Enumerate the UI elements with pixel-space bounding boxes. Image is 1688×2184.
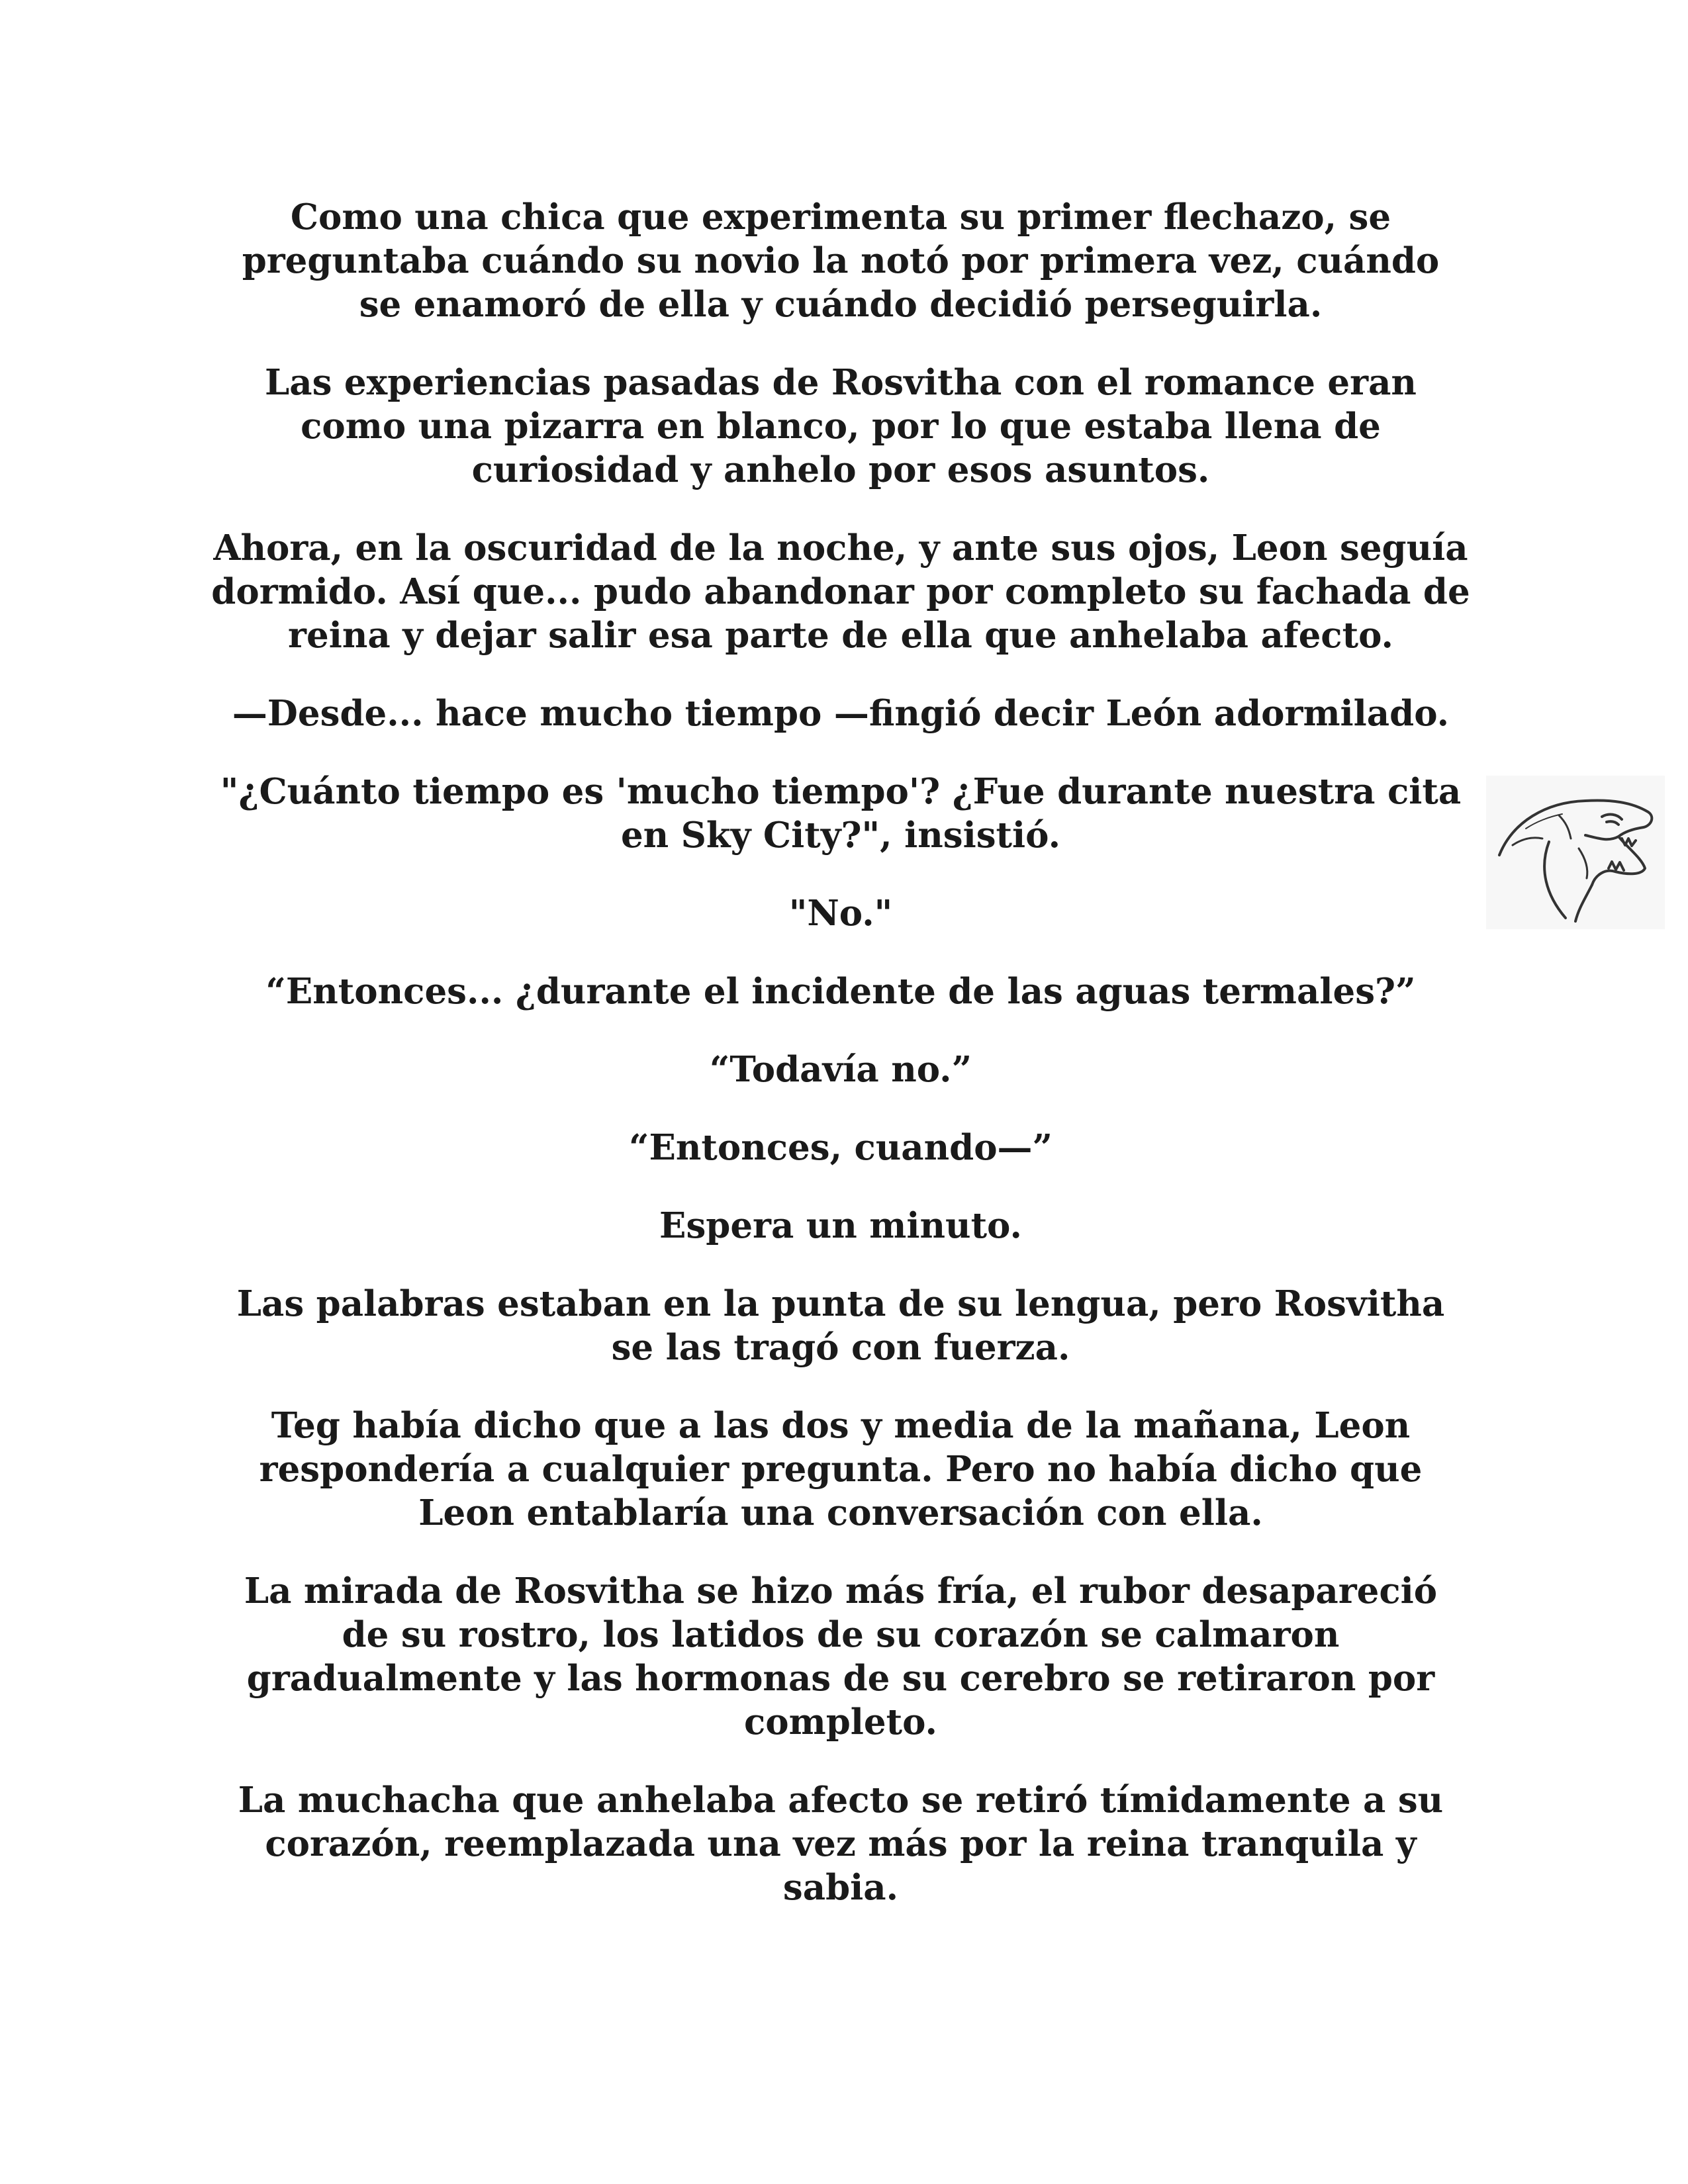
paragraph-4: —Desde... hace mucho tiempo —fingió decir León adormilado.	[232, 693, 1450, 734]
paragraph-3: Ahora, en la oscuridad de la noche, y ante sus ojos, Leon seguía dormido. Así que... pudo abandonar por completo su fachada de reina y dejar salir esa parte de ella que anhelaba afecto.	[211, 527, 1470, 656]
paragraph-5: "¿Cuánto tiempo es 'mucho tiempo'? ¿Fue durante nuestra cita en Sky City?", insistió.	[220, 771, 1462, 856]
dinosaur-head-icon	[1486, 776, 1665, 929]
paragraph-11: Las palabras estaban en la punta de su lengua, pero Rosvitha se las tragó con fuerza.	[236, 1283, 1445, 1368]
paragraph-13: La mirada de Rosvitha se hizo más fría, el rubor desapareció de su rostro, los latidos de su corazón se calmaron gradualmente y las hormonas de su cerebro se retiraron por completo.	[244, 1570, 1438, 1743]
paragraph-12: Teg había dicho que a las dos y media de la mañana, Leon respondería a cualquier pregunta. Pero no había dicho que Leon entablaría una conversación con ella.	[259, 1405, 1423, 1533]
paragraph-14: La muchacha que anhelaba afecto se retiró tímidamente a su corazón, reemplazada una vez más por la reina tranquila y sabia.	[238, 1780, 1444, 1908]
paragraph-9: “Entonces, cuando—”	[628, 1127, 1053, 1168]
paragraph-10: Espera un minuto.	[659, 1205, 1022, 1246]
paragraph-1: Como una chica que experimenta su primer flechazo, se preguntaba cuándo su novio la notó por primera vez, cuándo se enamoró de ella y cuándo decidió perseguirla.	[242, 197, 1440, 325]
paragraph-2: Las experiencias pasadas de Rosvitha con el romance eran como una pizarra en blanco, por lo que estaba llena de curiosidad y anhelo por esos asuntos.	[265, 362, 1417, 490]
document-body	[211, 195, 1470, 1944]
paragraph-6: "No."	[788, 893, 893, 934]
paragraph-7: “Entonces... ¿durante el incidente de las aguas termales?”	[265, 971, 1416, 1012]
paragraph-8: “Todavía no.”	[709, 1049, 972, 1090]
